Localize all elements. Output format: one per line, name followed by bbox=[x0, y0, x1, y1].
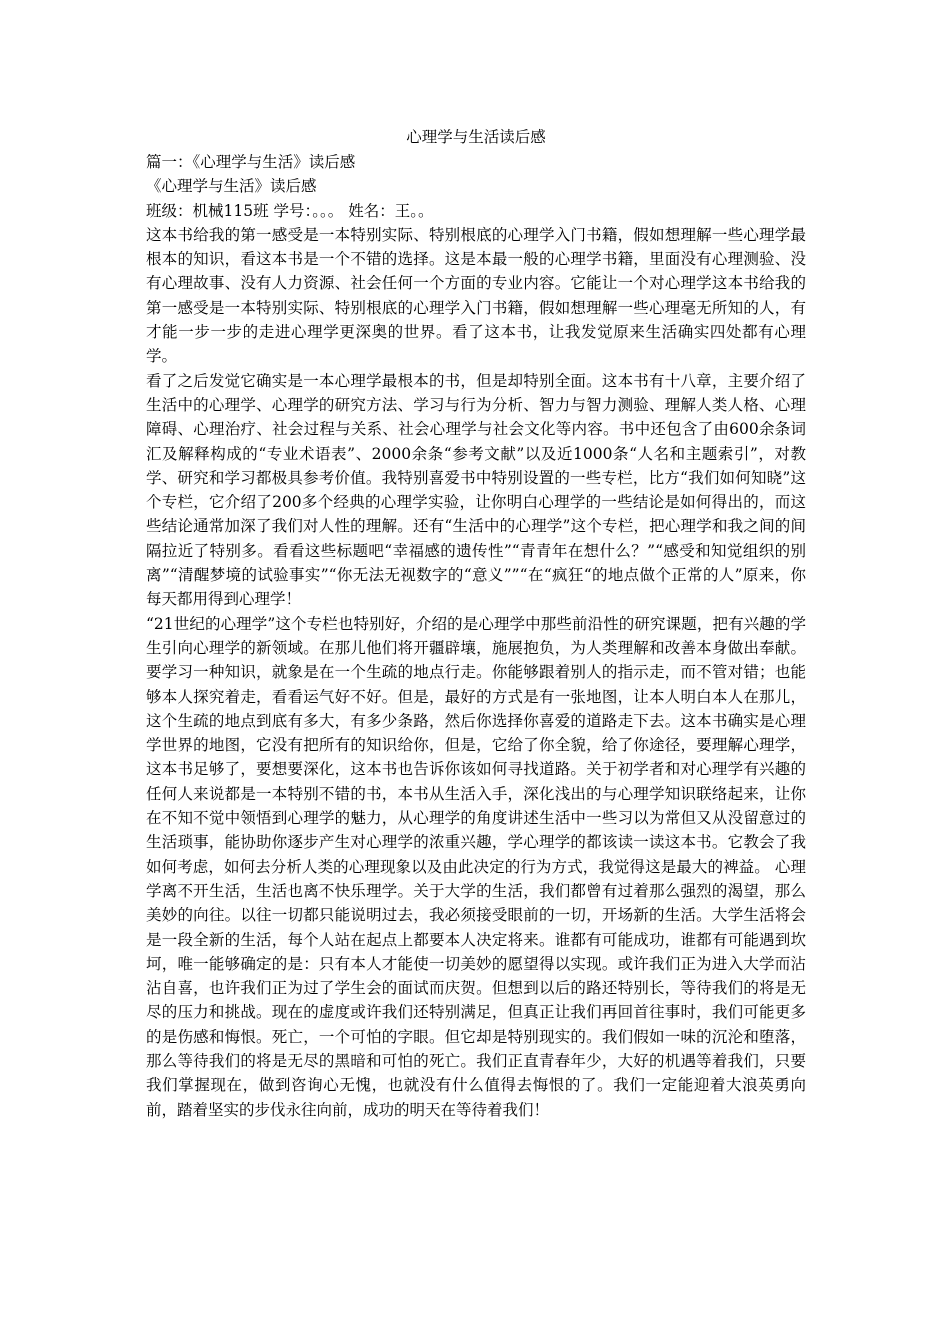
document-title: 心理学与生活读后感 bbox=[406, 128, 546, 146]
heading-article-one: 篇一：《心理学与生活》读后感 bbox=[146, 153, 356, 171]
paragraph-2: 看了之后发觉它确实是一本心理学最根本的书，但是却特别全面。这本书有十八章，主要介绍了生活中的心理学、心理学的研究方法、学习与行为分析、智力与智力测验、理解人类人格、心理障碍、心理治疗、社会过程与关系、社会心理学与社会文化等内容。书中还包含了由600余条词汇及解释构成的“专业术语表”、2000余条“参考文献”以及近1000条“人名和主题索引”，对教学、研究和学习都极具参考价值。我特别喜爱书中特别设置的一些专栏，比方“我们如何知晓”这个专栏，它介绍了200多个经典的心理学实验，让你明白心理学的一些结论是如何得出的，而这些结论通常加深了我们对人性的理解。还有“生活中的心理学”这个专栏，把心理学和我之间的间隔拉近了特别多。看看这些标题吧“幸福感的遗传性”“青青年在想什么？”“感受和知觉组织的别离”“清醒梦境的试验事实”“你无法无视数字的“意义””“在“疯狂“的地点做个正常的人”原来，你每天都用得到心理学！ bbox=[146, 371, 806, 609]
paragraph-1: 这本书给我的第一感受是一本特别实际、特别根底的心理学入门书籍，假如想理解一些心理学最根本的知识，看这本书是一个不错的选择。这是本最一般的心理学书籍，里面没有心理测验、没有心理故事、没有人力资源、社会任何一个方面的专业内容。它能让一个对心理学这本书给我的第一感受是一本特别实际、特别根底的心理学入门书籍，假如想理解一些心理毫无所知的人，有才能一步一步的走进心理学更深奥的世界。看了这本书，让我发觉原来生活确实四处都有心理学。 bbox=[146, 225, 806, 366]
heading-book-review: 《心理学与生活》读后感 bbox=[146, 177, 317, 196]
paragraph-3: “21世纪的心理学”这个专栏也特别好，介绍的是心理学中那些前沿性的研究课题，把有兴趣的学生引向心理学的新领域。在那儿他们将开疆辟壤，施展抱负，为人类理解和改善本身做出奉献。要学习一种知识，就象是在一个生疏的地点行走。你能够跟着别人的指示走，而不管对错；也能够本人探究着走，看看运气好不好。但是，最好的方式是有一张地图，让本人明白本人在那儿，这个生疏的地点到底有多大，有多少条路，然后你选择你喜爱的道路走下去。这本书确实是心理学世界的地图，它没有把所有的知识给你，但是，它给了你全貌，给了你途径，要理解心理学，这本书足够了，要想要深化，这本书也告诉你该如何寻找道路。关于初学者和对心理学有兴趣的任何人来说都是一本特别不错的书，本书从生活入手，深化浅出的与心理学知识联络起来，让你在不知不觉中领悟到心理学的魅力，从心理学的角度讲述生活中一些习以为常但又从没留意过的生活琐事，能协助你逐步产生对心理学的浓重兴趣，学心理学的都该读一读这本书。它教会了我如何考虑，如何去分析人类的心理现象以及由此决定的行为方式，我觉得这是最大的裨益。 心理学离不开生活，生活也离不快乐理学。关于大学的生活，我们都曾有过着那么强烈的渴望，那么美妙的向往。以往一切都只能说明过去，我必须接受眼前的一切，开场新的生活。大学生活将会是一段全新的生活，每个人站在起点上都要本人决定将来。谁都有可能成功，谁都有可能遇到坎坷，唯一能够确定的是：只有本人才能使一切美妙的愿望得以实现。或许我们正为进入大学而沾沾自喜，也许我们正为过了学生会的面试而庆贺。但想到以后的路还特别长，等待我们的将是无尽的压力和挑战。现在的虚度或许我们还特别满足，但真正让我们再回首往事时，我们可能更多的是伤感和悔恨。死亡，一个可怕的字眼。但它却是特别现实的。我们假如一味的沉沦和堕落，那么等待我们的将是无尽的黑暗和可怕的死亡。我们正直青春年少，大好的机遇等着我们，只要我们掌握现在，做到咨询心无愧，也就没有什么值得去悔恨的了。我们一定能迎着大浪英勇向前，踏着坚实的步伐永往向前，成功的明天在等待着我们！ bbox=[146, 614, 806, 1119]
document-page bbox=[146, 124, 806, 1122]
student-info: 班级：机械115班 学号：。。。 姓名：王。。 bbox=[146, 201, 434, 220]
